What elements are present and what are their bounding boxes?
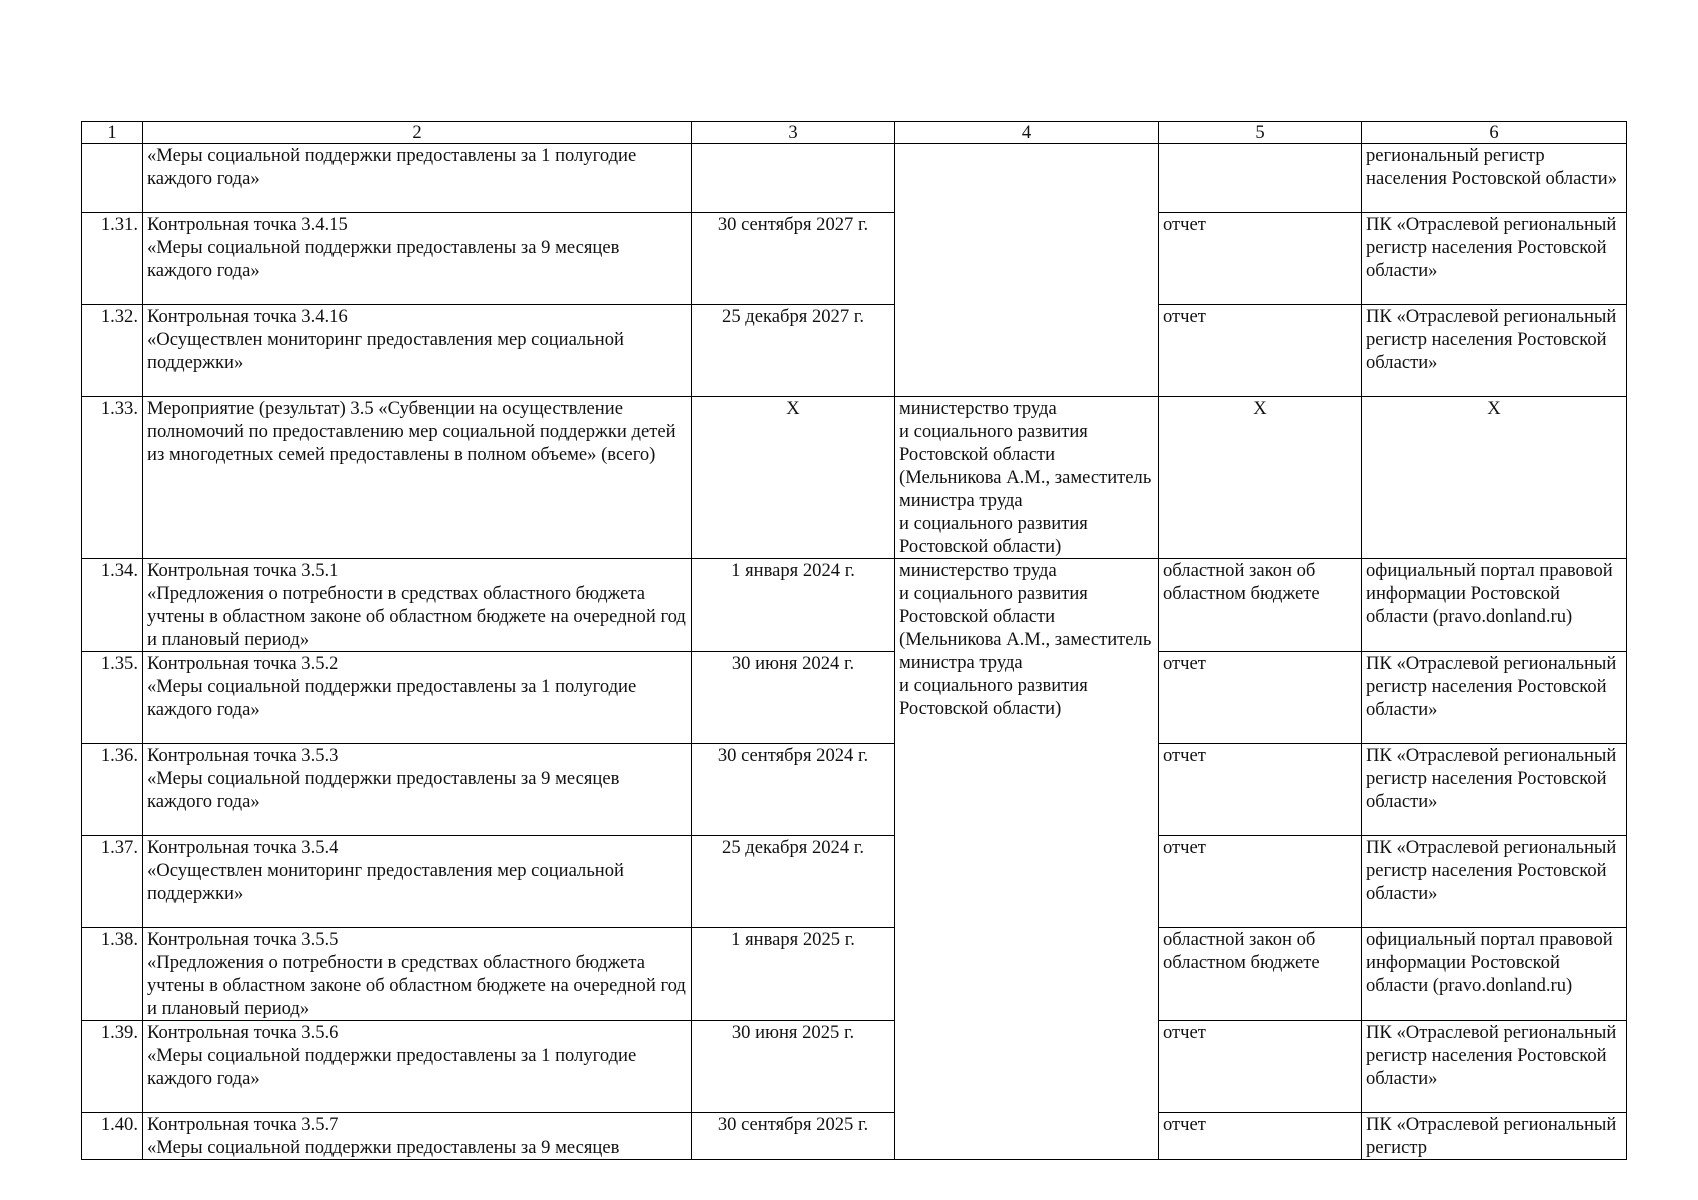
table-row bbox=[82, 744, 1627, 836]
row-number: 1.34. bbox=[82, 559, 143, 652]
table-row bbox=[82, 559, 1627, 652]
row-info-source: ПК «Отраслевой региональный регистр населения Ростовской области» bbox=[1362, 744, 1627, 836]
row-number: 1.39. bbox=[82, 1021, 143, 1113]
row-date: 1 января 2025 г. bbox=[692, 928, 895, 1021]
row-description: Контрольная точка 3.4.16 «Осуществлен мониторинг предоставления мер социальной поддержки» bbox=[143, 305, 692, 397]
row-document: отчет bbox=[1159, 213, 1362, 305]
row-description: Контрольная точка 3.5.3 «Меры социальной поддержки предоставлены за 9 месяцев каждого года» bbox=[143, 744, 692, 836]
table-row bbox=[82, 836, 1627, 928]
column-number: 4 bbox=[895, 122, 1159, 144]
row-number: 1.35. bbox=[82, 652, 143, 744]
row-number: 1.40. bbox=[82, 1113, 143, 1160]
row-description: Контрольная точка 3.5.2 «Меры социальной поддержки предоставлены за 1 полугодие каждого года» bbox=[143, 652, 692, 744]
responsible-block: министерство труда и социального развития Ростовской области (Мельникова А.М., заместитель министра труда и социального развития Ростовской области) bbox=[895, 559, 1159, 1160]
row-date: Х bbox=[692, 397, 895, 559]
row-description: Мероприятие (результат) 3.5 «Субвенции на осуществление полномочий по предоставлению мер социальной поддержки детей из многодетных семей предоставлены в полном объеме» (всего) bbox=[143, 397, 692, 559]
row-number: 1.33. bbox=[82, 397, 143, 559]
row-date: 30 июня 2024 г. bbox=[692, 652, 895, 744]
row-document: отчет bbox=[1159, 744, 1362, 836]
table-row bbox=[82, 397, 1627, 559]
column-number: 5 bbox=[1159, 122, 1362, 144]
row-responsible: министерство труда и социального развития Ростовской области (Мельникова А.М., заместитель министра труда и социального развития Ростовской области) bbox=[895, 397, 1159, 559]
row-info-source: официальный портал правовой информации Ростовской области (pravo.donland.ru) bbox=[1362, 559, 1627, 652]
row-date: 30 сентября 2024 г. bbox=[692, 744, 895, 836]
column-number: 3 bbox=[692, 122, 895, 144]
table-row bbox=[82, 1021, 1627, 1113]
table-row bbox=[82, 928, 1627, 1021]
row-info-source: ПК «Отраслевой региональный регистр населения Ростовской области» bbox=[1362, 1021, 1627, 1113]
row-info-source: ПК «Отраслевой региональный регистр bbox=[1362, 1113, 1627, 1160]
row-document: отчет bbox=[1159, 305, 1362, 397]
row-description: Контрольная точка 3.5.1 «Предложения о потребности в средствах областного бюджета учтены в областном законе об областном бюджете на очередной год и плановый период» bbox=[143, 559, 692, 652]
row-date: 30 июня 2025 г. bbox=[692, 1021, 895, 1113]
column-number-row bbox=[82, 122, 1627, 144]
table-row bbox=[82, 652, 1627, 744]
row-description: Контрольная точка 3.5.5 «Предложения о потребности в средствах областного бюджета учтены в областном законе об областном бюджете на очередной год и плановый период» bbox=[143, 928, 692, 1021]
row-info-source: региональный регистр населения Ростовской области» bbox=[1362, 144, 1627, 213]
row-description: Контрольная точка 3.5.7 «Меры социальной поддержки предоставлены за 9 месяцев bbox=[143, 1113, 692, 1160]
row-info-source: ПК «Отраслевой региональный регистр населения Ростовской области» bbox=[1362, 305, 1627, 397]
row-number: 1.36. bbox=[82, 744, 143, 836]
row-description: Контрольная точка 3.5.4 «Осуществлен мониторинг предоставления мер социальной поддержки» bbox=[143, 836, 692, 928]
row-info-source: ПК «Отраслевой региональный регистр населения Ростовской области» bbox=[1362, 836, 1627, 928]
row-info-source: официальный портал правовой информации Ростовской области (pravo.donland.ru) bbox=[1362, 928, 1627, 1021]
row-date: 30 сентября 2027 г. bbox=[692, 213, 895, 305]
row-date: 30 сентября 2025 г. bbox=[692, 1113, 895, 1160]
row-description: Контрольная точка 3.4.15 «Меры социальной поддержки предоставлены за 9 месяцев каждого года» bbox=[143, 213, 692, 305]
row-description: «Меры социальной поддержки предоставлены за 1 полугодие каждого года» bbox=[143, 144, 692, 213]
row-info-source: Х bbox=[1362, 397, 1627, 559]
row-date: 1 января 2024 г. bbox=[692, 559, 895, 652]
plan-table bbox=[81, 121, 1627, 1160]
row-document: отчет bbox=[1159, 652, 1362, 744]
column-number: 1 bbox=[82, 122, 143, 144]
row-date: 25 декабря 2024 г. bbox=[692, 836, 895, 928]
column-number: 2 bbox=[143, 122, 692, 144]
table-row bbox=[82, 213, 1627, 305]
row-number bbox=[82, 144, 143, 213]
row-date bbox=[692, 144, 895, 213]
row-info-source: ПК «Отраслевой региональный регистр населения Ростовской области» bbox=[1362, 652, 1627, 744]
row-number: 1.38. bbox=[82, 928, 143, 1021]
table-row bbox=[82, 1113, 1627, 1160]
row-document: Х bbox=[1159, 397, 1362, 559]
row-document: отчет bbox=[1159, 836, 1362, 928]
row-document: областной закон об областном бюджете bbox=[1159, 559, 1362, 652]
row-number: 1.31. bbox=[82, 213, 143, 305]
row-info-source: ПК «Отраслевой региональный регистр населения Ростовской области» bbox=[1362, 213, 1627, 305]
table-row bbox=[82, 305, 1627, 397]
column-number: 6 bbox=[1362, 122, 1627, 144]
row-document bbox=[1159, 144, 1362, 213]
row-description: Контрольная точка 3.5.6 «Меры социальной поддержки предоставлены за 1 полугодие каждого года» bbox=[143, 1021, 692, 1113]
row-document: отчет bbox=[1159, 1021, 1362, 1113]
row-document: областной закон об областном бюджете bbox=[1159, 928, 1362, 1021]
row-date: 25 декабря 2027 г. bbox=[692, 305, 895, 397]
table-row bbox=[82, 144, 1627, 213]
responsible-cell-empty bbox=[895, 144, 1159, 397]
row-number: 1.37. bbox=[82, 836, 143, 928]
row-document: отчет bbox=[1159, 1113, 1362, 1160]
row-number: 1.32. bbox=[82, 305, 143, 397]
